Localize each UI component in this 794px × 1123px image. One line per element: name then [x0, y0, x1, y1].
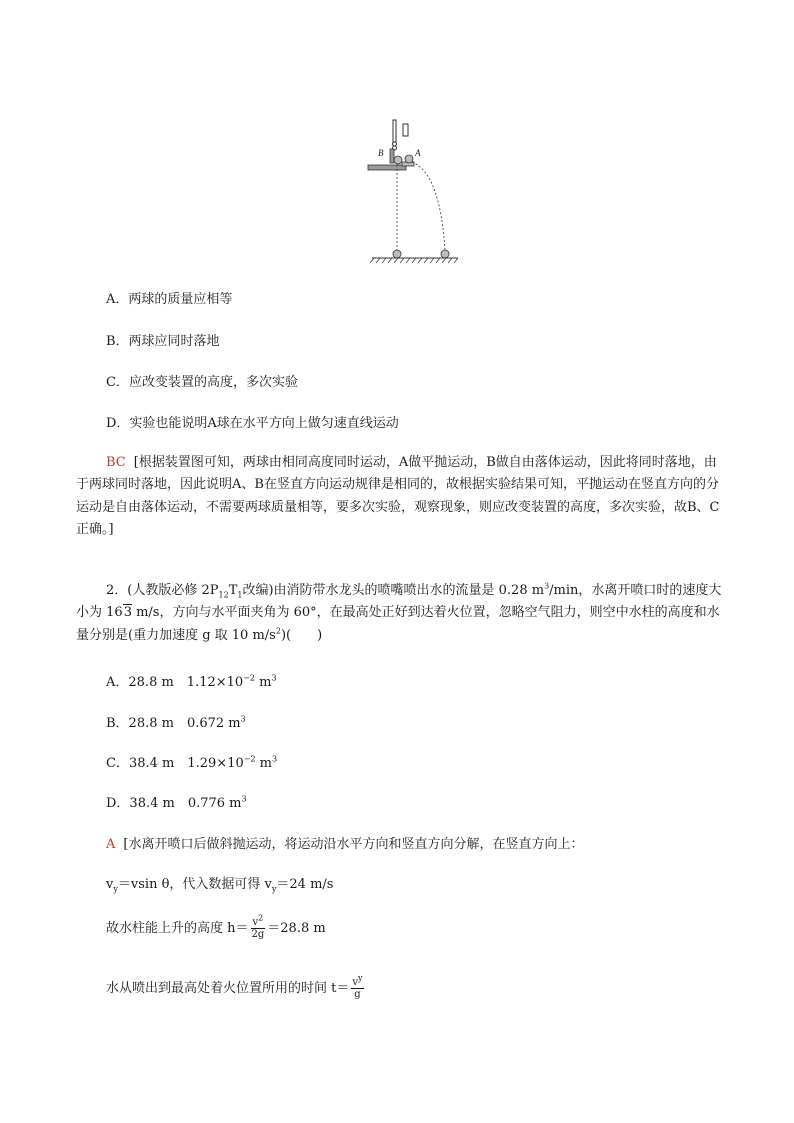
q2-option-c: C．38.4 m $1.29\times 10^{-2}$ $m^3$: [106, 754, 278, 771]
q1-answer-block: [76, 452, 722, 542]
q1-option-d: D．实验也能说明A球在水平方向上做匀速直线运动: [106, 416, 399, 431]
q2-option-b: B．28.8 m 0.672 $m^3$: [106, 714, 246, 731]
q2-explanation-intro: [水离开喷口后做斜抛运动，将运动沿水平方向和竖直方向分解，在竖直方向上：: [123, 837, 584, 852]
height-fraction: $\frac{v^2}{2g}$: [251, 913, 265, 940]
experiment-apparatus-figure: [360, 118, 460, 268]
q2-answer-letter: A: [106, 837, 116, 852]
ball-a-start: [405, 155, 413, 163]
q1-answer-letter: BC: [106, 455, 126, 470]
q1-option-b: B．两球应同时落地: [106, 334, 220, 349]
ball-b-landed: [393, 250, 401, 258]
ball-b-start: [394, 156, 402, 164]
label-b: B: [378, 148, 384, 158]
label-a: A: [415, 148, 421, 158]
q2-option-a: A．28.8 m $1.12\times 10^{-2}$ $m^3$: [106, 673, 277, 690]
q2-stem: 2．(人教版必修 $2P_{12}T_1$改编)由消防带水龙头的喷嘴喷出水的流量是 0.28 $m^3/\min$，水离开喷口时的速度大小为 163 m/s，方向与水平面夹角为 60°，在最高处正好到达着火位置，忽略空气阻力，则空中水柱的高度和水量分别是(重力加速度 g 取 10 $m/s^2$)( ): [76, 581, 722, 643]
q2-answer-line: [106, 837, 583, 853]
q1-option-a: A．两球的质量应相等: [106, 292, 233, 307]
q2-option-d: D．38.4 m 0.776 $m^3$: [106, 794, 247, 811]
q2-height-line: 故水柱能上升的高度 h＝ $\frac{v^2}{2g}$ ＝28.8 m: [106, 913, 326, 940]
q1-explanation: [根据装置图可知，两球由相同高度同时运动，A做平抛运动，B做自由落体运动，因此将同时落地，由于两球同时落地，因此说明A、B在竖直方向运动规律是相同的，故根据实验结果可知，平抛运动在竖直方向的分运动是自由落体运动，不需要两球质量相等，要多次实验，观察现象，则应改变装置的高度，多次实验，故B、C正确。]: [76, 455, 720, 538]
q1-option-c: C．应改变装置的高度，多次实验: [106, 375, 298, 390]
time-fraction: $\frac{v^y}{g}$: [352, 973, 363, 1000]
q2-time-line: 水从喷出到最高处着火位置所用的时间 t＝ $\frac{v^y}{g}$: [106, 973, 363, 1000]
ball-a-landed: [441, 250, 449, 258]
q2-vy-line: $v_y=vsin$ θ，代入数据可得 $v_y=24$ m/s: [106, 877, 334, 894]
